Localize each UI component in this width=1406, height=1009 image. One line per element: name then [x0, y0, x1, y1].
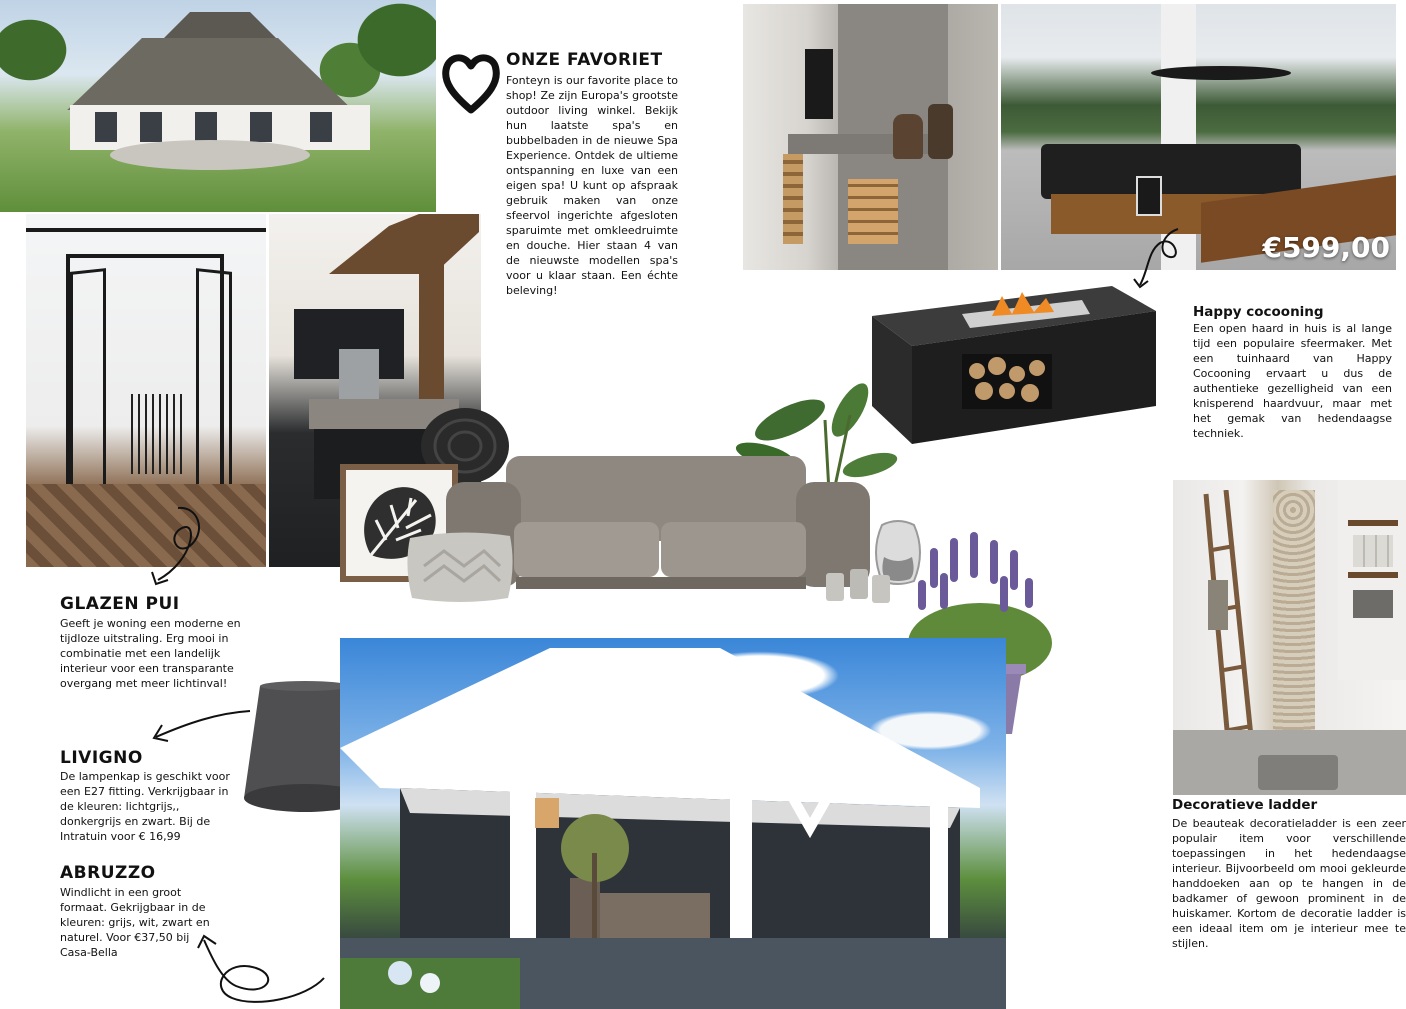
cushion-image — [404, 526, 516, 606]
arrow-left-icon — [148, 705, 254, 745]
cocooning-body: Een open haard in huis is al lange tijd een populaire sfeermaker. Met een tuinhaard van Happy Cocooning ervaart u dus de authentieke gezelligheid van een knisperend haardvuur, maar met het gemak van hedendaagse techniek. — [1193, 322, 1392, 440]
abruzzo-body: Windlicht in een groot formaat. Gekrijgbaar in de kleuren: grijs, wit, zwart en naturel. Voor €37,50 bij Casa-Bella — [60, 886, 210, 959]
outdoor-fireplace-photo — [743, 4, 998, 270]
ladder-block — [1172, 796, 1406, 951]
heart-icon — [442, 50, 500, 114]
glazen-pui-body: Geeft je woning een moderne en tijdloze uitstraling. Erg mooi in combinatie met een landelijk interieur voor een transparante overgang met meer lichtinval! — [60, 617, 241, 690]
livigno-body: De lampenkap is geschikt voor een E27 fitting. Verkrijgbaar in de kleuren: lichtgrijs,, donkergrijs en zwart. Bij de Intratuin voor € 16,99 — [60, 770, 230, 843]
livigno-title: LIVIGNO — [60, 748, 143, 768]
bathroom-ladder-photo — [1173, 480, 1406, 795]
fire-table-photo — [862, 286, 1156, 444]
cocooning-block — [1193, 303, 1392, 441]
sunken-lounge-photo — [1001, 4, 1396, 270]
favoriet-body: Fonteyn is our favorite place to shop! Ze zijn Europa's grootste outdoor living winkel. Bekijk hun laatste spa's en bubbelbaden in de nieuwe Spa Experience. Ontdek de ultieme ontspanning en luxe van een eigen spa! U kunt op afspraak gebruik maken van onze sfeervol ingerichte afgesloten sparuimte met omkleedruimte en douche. Hier staan 4 van de nieuwste modellen spa's voor u klaar staan. Een échte beleving! — [506, 74, 678, 297]
loop-arrow-icon — [148, 500, 218, 590]
pergola-photo — [340, 638, 1006, 1009]
ladder-title: Decoratieve ladder — [1172, 797, 1318, 813]
abruzzo-title: ABRUZZO — [60, 863, 156, 883]
loop-arrow-up-icon — [196, 928, 330, 1009]
cocooning-title: Happy cocooning — [1193, 304, 1324, 320]
glass-door-photo — [26, 214, 266, 567]
livigno-block — [60, 748, 240, 844]
price-label: €599,00 — [1262, 231, 1390, 264]
favoriet-block — [506, 50, 678, 298]
glazen-pui-title: GLAZEN PUI — [60, 594, 180, 614]
house-photo — [0, 0, 436, 212]
favoriet-title: ONZE FAVORIET — [506, 50, 663, 70]
candle-holders-image — [824, 565, 894, 605]
ladder-body: De beauteak decoratieladder is een zeer populair item voor verschillende toepassingen in het hedendaagse interieur. Bijvoorbeeld om mooi gekleurde handdoeken aan op te hangen in de badkamer of gewoon prominent in de huiskamer. Kortom de decoratie ladder is een ideaal item om je interieur mee te stijlen. — [1172, 817, 1406, 950]
curly-arrow-icon — [1130, 225, 1190, 295]
glazen-pui-block — [60, 594, 250, 691]
